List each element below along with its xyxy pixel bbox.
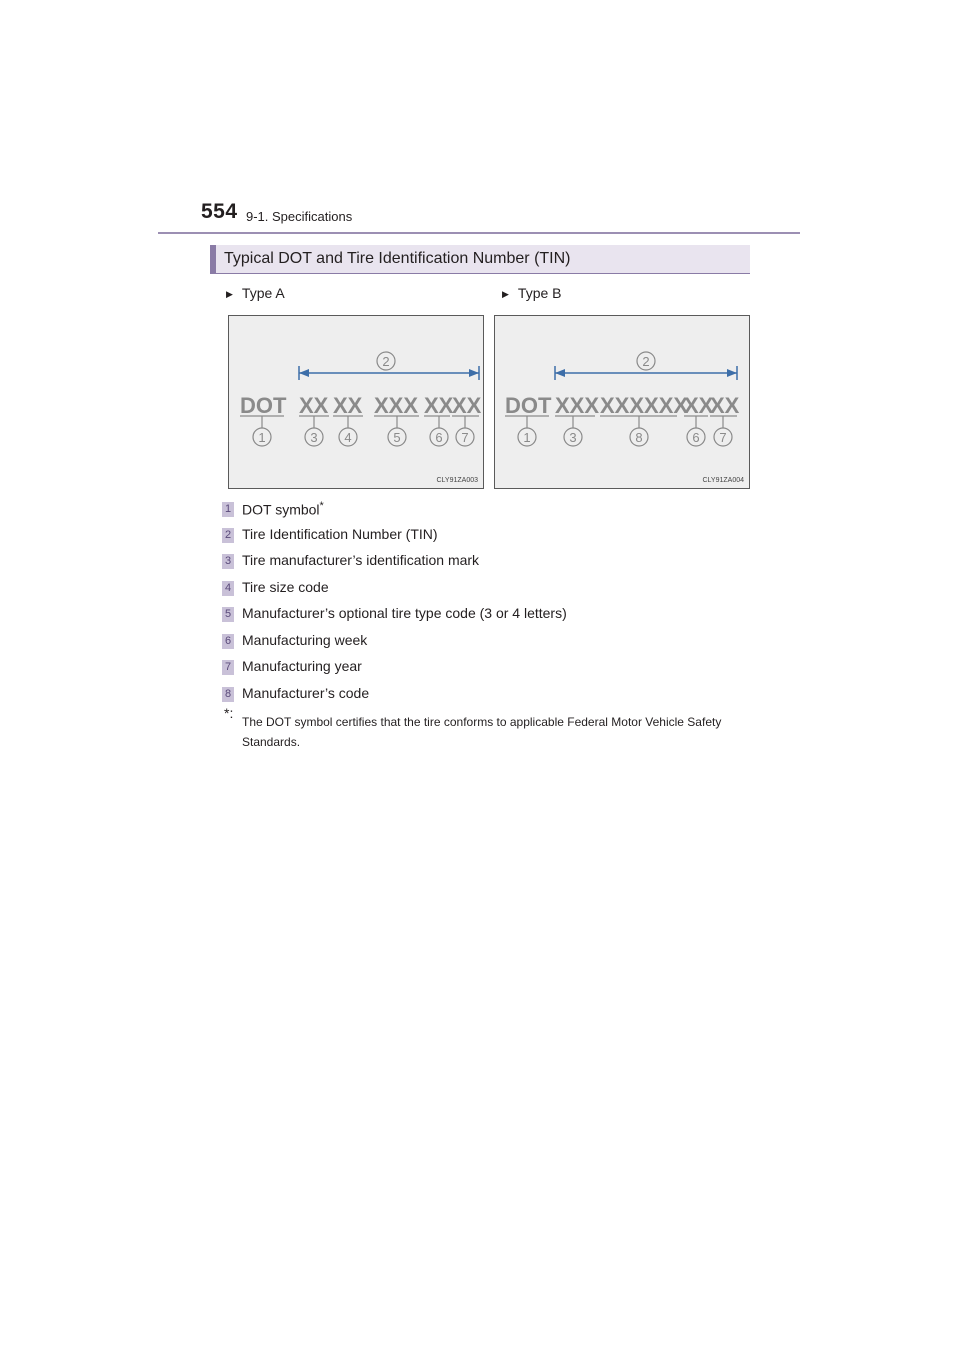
section-heading: Typical DOT and Tire Identification Number (TIN): [224, 250, 571, 267]
segment-size-code: XX: [333, 393, 363, 418]
callout-number-2: 2: [642, 354, 650, 369]
legend-text: Manufacturing year: [242, 658, 362, 674]
legend-number-badge: 8: [222, 687, 234, 702]
type-a-diagram: [228, 315, 484, 489]
legend-text: Tire Identification Number (TIN): [242, 526, 438, 542]
heading-underline: [210, 273, 750, 274]
legend-text: Manufacturing week: [242, 632, 368, 648]
callout-number-6: 6: [435, 430, 443, 445]
legend-text: Manufacturer’s optional tire type code (3 or 4 letters): [242, 605, 567, 621]
triangle-bullet-icon: ▶: [226, 289, 233, 299]
triangle-bullet-icon: ▶: [502, 289, 509, 299]
legend-text: Tire manufacturer’s identification mark: [242, 552, 480, 568]
legend-number-badge: 1: [222, 502, 234, 517]
callout-number-7: 7: [719, 430, 727, 445]
legend-number-badge: 2: [222, 528, 234, 543]
legend-number-badge: 7: [222, 660, 234, 675]
legend-number-badge: 5: [222, 607, 234, 622]
footnote-mark: *:: [224, 705, 234, 721]
legend-text: Tire size code: [242, 579, 329, 595]
type-a-label: [226, 285, 285, 301]
header-divider: [158, 232, 800, 234]
segment-tire-type-code: XXX: [374, 393, 419, 418]
type-b-label: [502, 285, 562, 301]
type-b-diagram: [494, 315, 750, 489]
segment-dot: DOT: [505, 393, 552, 418]
section-title: 9-1. Specifications: [246, 209, 353, 224]
type-a-text: Type A: [241, 285, 285, 301]
page-number: 554: [201, 200, 238, 223]
segment-manufacturer-mark: XX: [299, 393, 329, 418]
callout-number-6: 6: [692, 430, 700, 445]
callout-number-1: 1: [523, 430, 531, 445]
callout-number-3: 3: [569, 430, 577, 445]
segment-dot: DOT: [240, 393, 287, 418]
callout-number-5: 5: [393, 430, 401, 445]
segment-year: XX: [710, 393, 740, 418]
image-code: CLY91ZA004: [702, 477, 744, 484]
type-a-diagram-svg: [229, 316, 485, 490]
legend-number-badge: 4: [222, 581, 234, 596]
segment-week: XX: [684, 393, 714, 418]
callout-number-2: 2: [382, 354, 390, 369]
callout-number-8: 8: [635, 430, 643, 445]
footnote-text: The DOT symbol certifies that the tire conforms to applicable Federal Motor Vehicle Safety Standards.: [242, 715, 722, 749]
type-b-diagram-svg: [495, 316, 751, 490]
footnote-marker: *: [319, 500, 324, 512]
segment-week: XX: [424, 393, 454, 418]
callout-number-4: 4: [344, 430, 352, 445]
legend-number-badge: 3: [222, 554, 234, 569]
segment-manufacturer-code: XXXXXX: [600, 393, 689, 418]
callout-number-7: 7: [461, 430, 469, 445]
callout-number-1: 1: [258, 430, 266, 445]
callout-number-3: 3: [310, 430, 318, 445]
type-b-text: Type B: [517, 285, 562, 301]
segment-year: XX: [452, 393, 482, 418]
legend-text: Manufacturer’s code: [242, 685, 370, 701]
callout-circles: [518, 428, 732, 446]
image-code: CLY91ZA003: [436, 477, 478, 484]
legend-number-badge: 6: [222, 634, 234, 649]
section-heading-box: [210, 245, 750, 274]
segment-manufacturer-mark: XXX: [555, 393, 600, 418]
legend-text: DOT symbol*: [242, 500, 324, 518]
